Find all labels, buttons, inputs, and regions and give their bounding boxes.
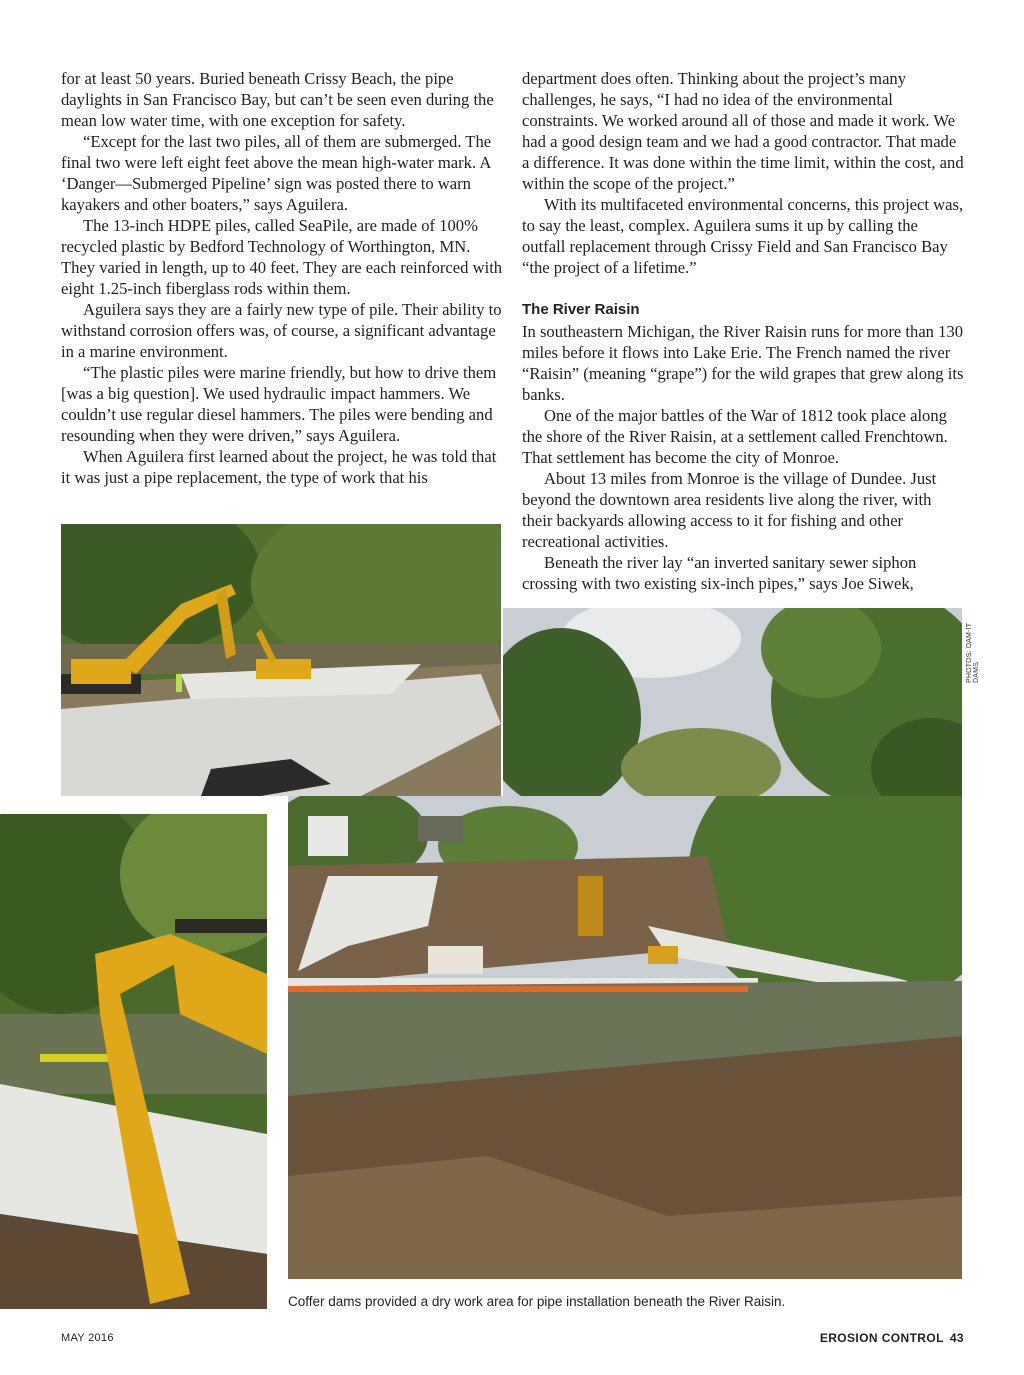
paragraph: In southeastern Michigan, the River Raisin runs for more than 130 miles before it flows into Lake Erie. The French named the river “Raisin” (meaning “grape”) for the wild grapes that grew along its banks. [522, 322, 964, 404]
excavator-arm-photo [0, 814, 267, 1309]
paragraph: About 13 miles from Monroe is the village of Dundee. Just beyond the downtown area residents live along the river, with their backyards allowing access to it for fishing and other recreational activities. [522, 469, 937, 551]
paragraph: department does often. Thinking about the project’s many challenges, he says, “I had no idea of the environmental constraints. We worked around all of those and made it work. We had a good design team and we had a good contractor. That made a difference. It was done within the time limit, within the cost, and within the scope of the project.” [522, 69, 964, 193]
photo-caption: Coffer dams provided a dry work area for pipe installation beneath the River Raisin. [288, 1294, 786, 1309]
footer-date: MAY 2016 [61, 1332, 114, 1344]
page-number: 43 [949, 1331, 964, 1345]
footer-magazine-name: EROSION CONTROL [819, 1331, 944, 1345]
river-raisin-coffer-dams-photo [288, 796, 962, 1279]
right-text-column [522, 68, 964, 594]
paragraph: “The plastic piles were marine friendly, but how to drive them [was a big question]. We used hydraulic impact hammers. We couldn’t use regular diesel hammers. The piles were bending and resounding when they were driven,” says Aguilera. [61, 363, 497, 445]
section-heading: The River Raisin [522, 301, 640, 318]
paragraph: When Aguilera first learned about the project, he was told that it was just a pipe replacement, the type of work that his [61, 447, 497, 487]
paragraph: One of the major battles of the War of 1812 took place along the shore of the River Raisin, at a settlement called Frenchtown. That settlement has become the city of Monroe. [522, 406, 948, 467]
left-text-column [61, 68, 503, 488]
paragraph: With its multifaceted environmental concerns, this project was, to say the least, complex. Aguilera sums it up by calling the outfall replacement through Crissy Field and San Francisco Bay “the project of a lifetime.” [522, 195, 964, 277]
footer-magazine-page [820, 1331, 964, 1345]
excavators-coffer-dam-photo [61, 524, 501, 796]
paragraph: for at least 50 years. Buried beneath Crissy Beach, the pipe daylights in San Francisco Bay, but can’t be seen even during the mean low water time, with one exception for safety. [61, 69, 494, 130]
photo-credit: PHOTOS: DAM-IT DAMS [966, 622, 980, 683]
paragraph: Aguilera says they are a fairly new type of pile. Their ability to withstand corrosion offers was, of course, a significant advantage in a marine environment. [61, 300, 502, 361]
paragraph: The 13-inch HDPE piles, called SeaPile, are made of 100% recycled plastic by Bedford Technology of Worthington, MN. They varied in length, up to 40 feet. They are each reinforced with eight 1.25-inch fiberglass rods within them. [61, 216, 503, 298]
paragraph: “Except for the last two piles, all of them are submerged. The final two were left eight feet above the mean high-water mark. A ‘Danger—Submerged Pipeline’ sign was posted there to warn kayakers and other boaters,” says Aguilera. [61, 132, 492, 214]
river-trees-photo [501, 608, 962, 798]
paragraph: Beneath the river lay “an inverted sanitary sewer siphon crossing with two existing six-inch pipes,” says Joe Siwek, [522, 553, 917, 593]
